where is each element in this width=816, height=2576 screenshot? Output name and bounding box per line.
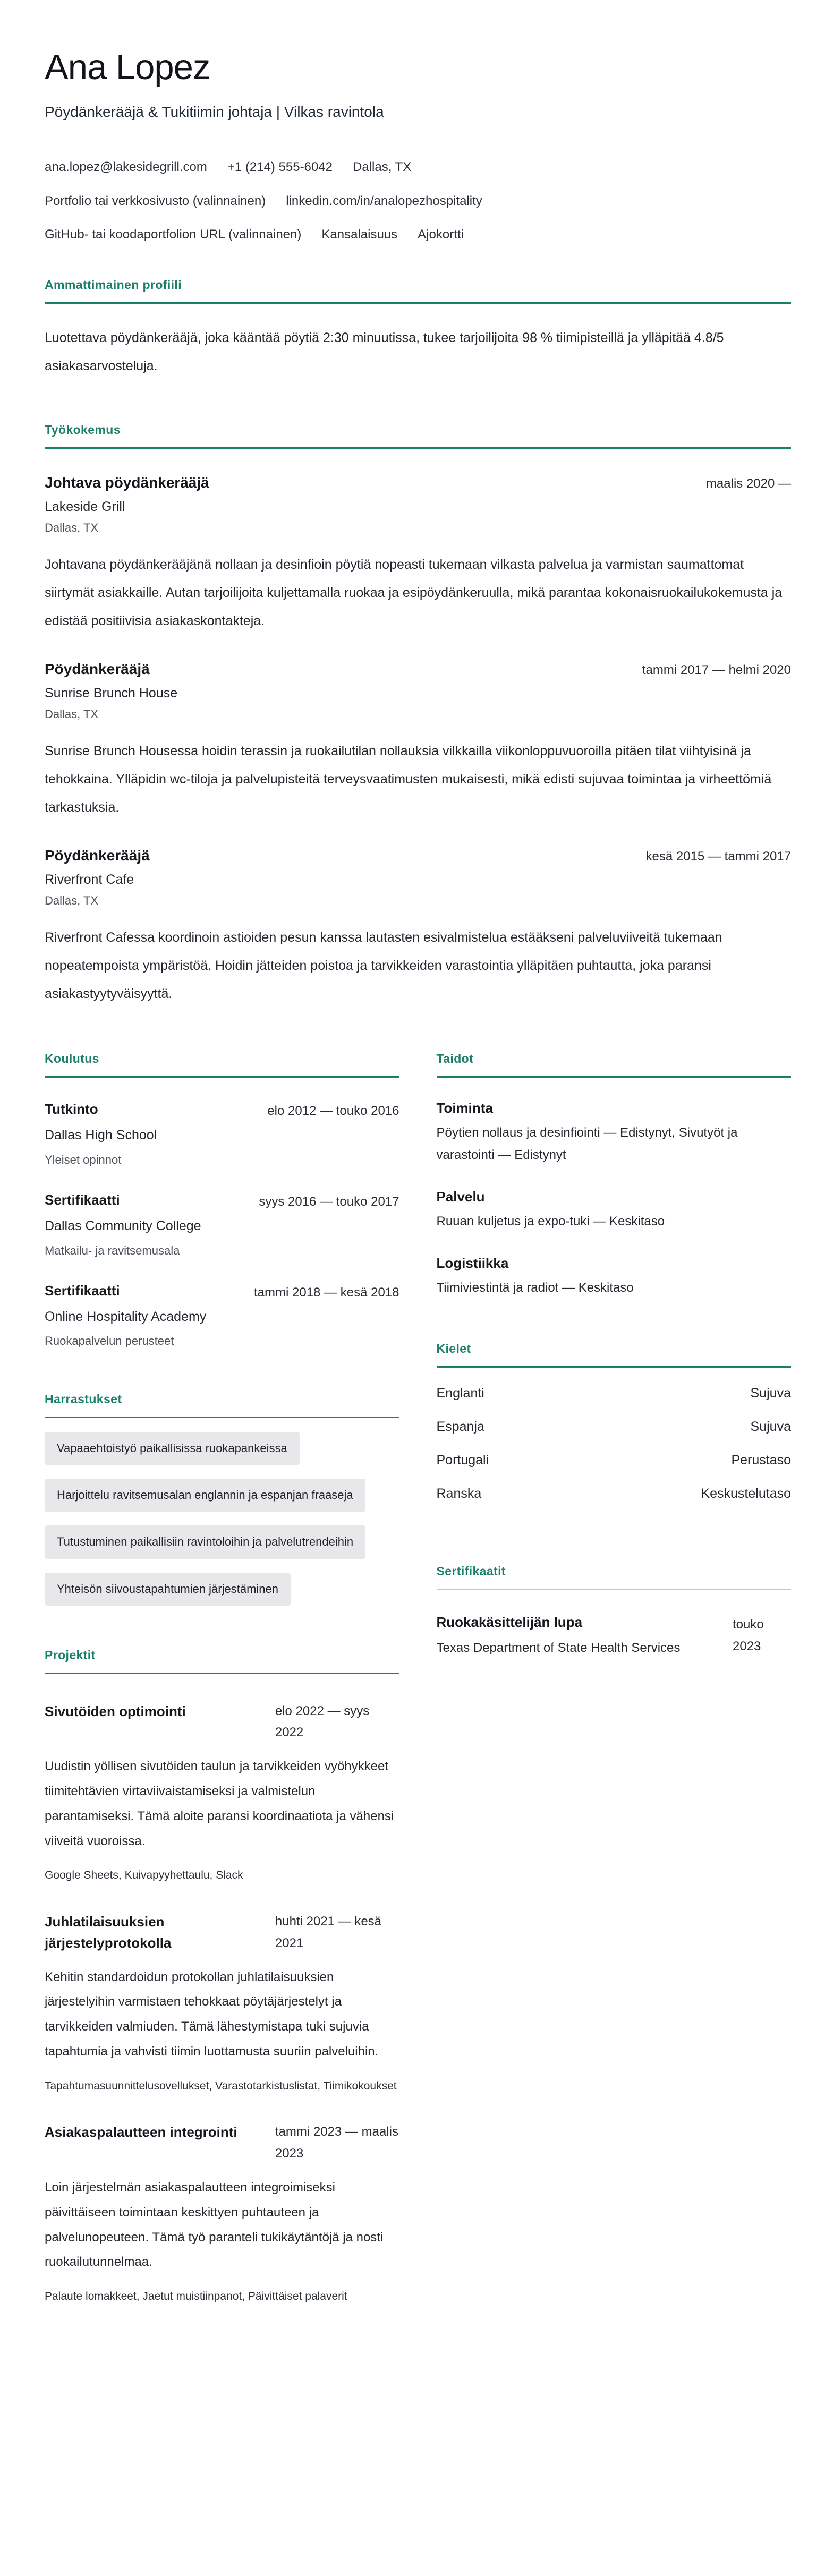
job-dates: maalis 2020 — bbox=[706, 476, 791, 491]
certificate-issuer: Texas Department of State Health Services bbox=[436, 1641, 681, 1655]
left-column bbox=[45, 1052, 400, 2306]
two-column-area bbox=[45, 1052, 791, 2306]
contact-row-2 bbox=[45, 193, 791, 209]
headline: Pöydänkerääjä & Tukitiimin johtaja | Vilkas ravintola bbox=[45, 104, 384, 121]
section-heading-profile: Ammattimainen profiili bbox=[45, 278, 182, 292]
person-name: Ana Lopez bbox=[45, 47, 210, 87]
section-heading-experience: Työkokemus bbox=[45, 423, 121, 437]
contact-item: +1 (214) 555-6042 bbox=[227, 160, 333, 175]
project-dates: tammi 2023 — maalis 2023 bbox=[275, 2125, 398, 2161]
section-heading-skills: Taidot bbox=[436, 1052, 474, 1065]
contact-item: ana.lopez@lakesidegrill.com bbox=[45, 160, 207, 175]
resume-header bbox=[45, 47, 791, 243]
section-rule bbox=[45, 1673, 400, 1674]
section-heading-certificates: Sertifikaatit bbox=[436, 1564, 506, 1578]
job-location: Dallas, TX bbox=[45, 894, 99, 907]
certificate-title: Ruokakäsittelijän lupa bbox=[436, 1614, 583, 1630]
section-rule bbox=[45, 1076, 400, 1078]
project-header bbox=[45, 1701, 400, 1744]
skill-category: Toiminta bbox=[436, 1100, 493, 1116]
hobby-chip: Tutustuminen paikallisiin ravintoloihin ja palvelutrendeihin bbox=[45, 1525, 366, 1558]
hobby-chip: Vapaaehtoistyö paikallisissa ruokapankeissa bbox=[45, 1432, 300, 1465]
hobby-chip: Yhteisön siivoustapahtumien järjestäminen bbox=[45, 1573, 291, 1606]
project-tools: Palaute lomakkeet, Jaetut muistiinpanot, Päivittäiset palaverit bbox=[45, 2290, 347, 2303]
education-field: Matkailu- ja ravitsemusala bbox=[45, 1243, 180, 1257]
education-field: Yleiset opinnot bbox=[45, 1153, 122, 1166]
language-row bbox=[437, 1386, 792, 1401]
job-dates: kesä 2015 — tammi 2017 bbox=[645, 849, 791, 864]
contact-item: GitHub- tai koodaportfolion URL (valinnainen) bbox=[45, 227, 302, 242]
skill-detail: Tiimiviestintä ja radiot — Keskitaso bbox=[436, 1281, 634, 1295]
job-header bbox=[45, 474, 791, 491]
education-school: Dallas Community College bbox=[45, 1218, 201, 1233]
education-dates: tammi 2018 — kesä 2018 bbox=[254, 1285, 400, 1300]
language-name: Espanja bbox=[436, 1419, 484, 1434]
section-hobbies bbox=[45, 1392, 400, 1605]
job-entry bbox=[45, 661, 791, 822]
section-certificates bbox=[437, 1564, 792, 1658]
project-title: Juhlatilaisuuksien järjestelyprotokolla bbox=[45, 1914, 172, 1951]
education-dates: elo 2012 — touko 2016 bbox=[267, 1104, 400, 1118]
contact-item: Ajokortti bbox=[418, 227, 464, 242]
project-header bbox=[45, 1911, 400, 1955]
certificate-main bbox=[437, 1614, 724, 1658]
job-dates: tammi 2017 — helmi 2020 bbox=[642, 663, 791, 677]
certificate-list bbox=[437, 1614, 792, 1658]
section-experience bbox=[45, 423, 791, 1008]
job-title: Pöydänkerääjä bbox=[45, 661, 150, 677]
section-heading-education: Koulutus bbox=[45, 1052, 99, 1065]
language-name: Ranska bbox=[436, 1486, 482, 1501]
project-dates: huhti 2021 — kesä 2021 bbox=[275, 1914, 382, 1950]
contact-item: linkedin.com/in/analopezhospitality bbox=[286, 193, 482, 208]
section-education bbox=[45, 1052, 400, 1350]
education-school: Dallas High School bbox=[45, 1128, 157, 1142]
language-name: Englanti bbox=[436, 1386, 484, 1401]
certificate-entry bbox=[437, 1614, 792, 1658]
education-field: Ruokapalvelun perusteet bbox=[45, 1334, 174, 1348]
skill-detail: Ruuan kuljetus ja expo-tuki — Keskitaso bbox=[436, 1214, 665, 1229]
education-dates: syys 2016 — touko 2017 bbox=[259, 1194, 400, 1209]
job-location: Dallas, TX bbox=[45, 707, 99, 721]
project-entry bbox=[45, 2121, 400, 2305]
language-list bbox=[437, 1386, 792, 1502]
contact-row-1 bbox=[45, 159, 791, 175]
project-title: Sivutöiden optimointi bbox=[45, 1703, 186, 1719]
contact-item: Portfolio tai verkkosivusto (valinnainen) bbox=[45, 193, 266, 208]
project-description: Loin järjestelmän asiakaspalautteen integroimiseksi päivittäiseen toimintaan keskittyen puhtauteen ja palvelunopeuteen. Tämä työ paranteli tukikäytäntöjä ja nosti ruokailutunnelmaa. bbox=[45, 2180, 384, 2270]
right-column bbox=[437, 1052, 792, 1658]
skill-group bbox=[437, 1100, 792, 1166]
section-heading-languages: Kielet bbox=[436, 1342, 471, 1355]
certificate-date: touko 2023 bbox=[733, 1617, 764, 1653]
language-name: Portugali bbox=[436, 1453, 489, 1468]
job-list bbox=[45, 474, 791, 1008]
education-entry bbox=[45, 1192, 400, 1259]
hobby-list bbox=[45, 1432, 400, 1605]
section-languages bbox=[437, 1342, 792, 1502]
education-degree: Sertifikaatti bbox=[45, 1282, 120, 1299]
language-level: Keskustelutaso bbox=[701, 1486, 791, 1501]
skill-category: Logistiikka bbox=[436, 1255, 509, 1271]
section-rule bbox=[45, 447, 791, 449]
section-rule bbox=[437, 1076, 792, 1078]
skill-list bbox=[437, 1100, 792, 1299]
project-tools: Google Sheets, Kuivapyyhettaulu, Slack bbox=[45, 1869, 243, 1882]
project-list bbox=[45, 1701, 400, 2306]
section-heading-hobbies: Harrastukset bbox=[45, 1392, 122, 1406]
education-degree: Tutkinto bbox=[45, 1101, 98, 1117]
language-row bbox=[437, 1486, 792, 1502]
job-header bbox=[45, 661, 791, 678]
language-row bbox=[437, 1419, 792, 1435]
profile-text: Luotettava pöydänkerääjä, joka kääntää pöytiä 2:30 minuutissa, tukee tarjoilijoita 98 % tiimipisteillä ja ylläpitää 4.8/5 asiakasarvosteluja. bbox=[45, 330, 724, 373]
section-rule-gray bbox=[437, 1589, 792, 1590]
job-entry bbox=[45, 474, 791, 635]
job-title: Pöydänkerääjä bbox=[45, 847, 150, 864]
project-dates: elo 2022 — syys 2022 bbox=[275, 1703, 370, 1740]
contact-item: Dallas, TX bbox=[353, 160, 412, 175]
section-skills bbox=[437, 1052, 792, 1299]
section-rule bbox=[437, 1366, 792, 1368]
education-entry bbox=[45, 1283, 400, 1350]
project-title: Asiakaspalautteen integrointi bbox=[45, 2124, 237, 2140]
section-profile bbox=[45, 278, 791, 380]
project-entry bbox=[45, 1911, 400, 2095]
education-main bbox=[45, 1101, 211, 1168]
education-list bbox=[45, 1101, 400, 1350]
skill-group bbox=[437, 1189, 792, 1233]
language-row bbox=[437, 1453, 792, 1468]
project-tools: Tapahtumasuunnittelusovellukset, Varastotarkistuslistat, Tiimikokoukset bbox=[45, 2079, 397, 2092]
education-school: Online Hospitality Academy bbox=[45, 1309, 207, 1324]
skill-group bbox=[437, 1255, 792, 1299]
job-description: Riverfront Cafessa koordinoin astioiden pesun kanssa lautasten esivalmistelua estääkseni palveluviiveitä tukemaan nopeatempoista ympäristöä. Hoidin jätteiden poistoa ja tarvikkeiden varastointia ylläpitäen puhtautta, joka paransi asiakastyytyväisyyttä. bbox=[45, 930, 722, 1001]
skill-detail: Pöytien nollaus ja desinfiointi — Edistynyt, Sivutyöt ja varastointi — Edistynyt bbox=[436, 1125, 738, 1162]
section-rule bbox=[45, 302, 791, 304]
section-heading-projects: Projektit bbox=[45, 1648, 96, 1662]
job-company: Sunrise Brunch House bbox=[45, 686, 178, 701]
job-company: Lakeside Grill bbox=[45, 499, 125, 514]
job-header bbox=[45, 847, 791, 864]
job-entry bbox=[45, 847, 791, 1008]
language-level: Sujuva bbox=[750, 1419, 791, 1434]
project-description: Kehitin standardoidun protokollan juhlatilaisuuksien järjestelyihin varmistaen tehokkaat pöytäjärjestelyt ja tarvikkeiden valmiuden. Tämä lähestymistapa tuki sujuvia tapahtumia ja vahvisti tiimin luottamusta suuriin palveluihin. bbox=[45, 1969, 379, 2059]
job-location: Dallas, TX bbox=[45, 521, 99, 534]
education-entry bbox=[45, 1101, 400, 1168]
language-level: Sujuva bbox=[750, 1386, 791, 1401]
section-rule bbox=[45, 1417, 400, 1418]
section-projects bbox=[45, 1648, 400, 2306]
job-title: Johtava pöydänkerääjä bbox=[45, 474, 209, 491]
project-header bbox=[45, 2121, 400, 2165]
hobby-chip: Harjoittelu ravitsemusalan englannin ja espanjan fraaseja bbox=[45, 1479, 366, 1512]
job-description: Johtavana pöydänkerääjänä nollaan ja desinfioin pöytiä nopeasti tukemaan vilkasta palvelua ja varmistan saumattomat siirtymät asiakkaille. Autan tarjoilijoita kuljettamalla ruokaa ja esipöydänkeruulla, mikä parantaa kokonaisruokailukokemusta ja edistää positiivisia asiakaskontakteja. bbox=[45, 557, 783, 628]
project-description: Uudistin yöllisen sivutöiden taulun ja tarvikkeiden vyöhykkeet tiimitehtävien virtaviivaistamiseksi ja valmistelun parantamiseksi. Tämä aloite paransi koordinaatiota ja vähensi viiveitä vuoroissa. bbox=[45, 1759, 394, 1848]
education-main bbox=[45, 1283, 211, 1350]
contact-row-3 bbox=[45, 226, 791, 243]
language-level: Perustaso bbox=[731, 1453, 791, 1468]
contact-item: Kansalaisuus bbox=[321, 227, 398, 242]
job-description: Sunrise Brunch Housessa hoidin terassin ja ruokailutilan nollauksia vilkkailla viikonloppuvuoroilla pitäen tilat viihtyisinä ja tehokkaina. Ylläpidin wc-tiloja ja palvelupisteitä terveysvaatimusten mukaisesti, mikä edisti sujuvaa toimintaa ja virheettömiä tarkastuksia. bbox=[45, 744, 772, 815]
education-degree: Sertifikaatti bbox=[45, 1191, 120, 1208]
education-main bbox=[45, 1192, 211, 1259]
skill-category: Palvelu bbox=[436, 1189, 485, 1205]
project-entry bbox=[45, 1701, 400, 1884]
job-company: Riverfront Cafe bbox=[45, 872, 134, 887]
